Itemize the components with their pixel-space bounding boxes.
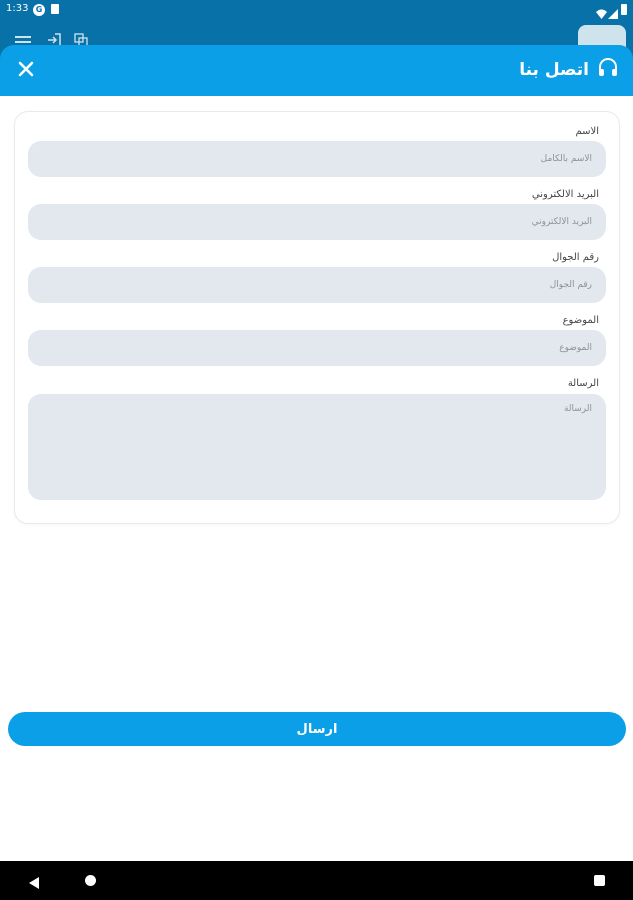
- status-time: 1:33: [6, 3, 29, 14]
- name-label: الاسم: [575, 126, 599, 137]
- email-input[interactable]: [28, 204, 606, 240]
- phone-label: رقم الجوال: [552, 252, 599, 263]
- message-textarea[interactable]: [28, 394, 606, 500]
- contact-form: [14, 111, 620, 524]
- sd-card-icon: [51, 4, 59, 14]
- close-button[interactable]: [14, 57, 38, 81]
- sheet-header: [0, 45, 633, 96]
- name-input[interactable]: [28, 141, 606, 177]
- subject-label: الموضوع: [562, 315, 599, 326]
- recent-apps-icon[interactable]: [594, 875, 605, 886]
- battery-icon: [621, 4, 627, 15]
- headset-icon: [597, 57, 619, 83]
- close-icon: [14, 57, 38, 81]
- sheet-title-group: [519, 57, 619, 83]
- submit-button[interactable]: ارسال: [8, 712, 626, 746]
- message-label: الرسالة: [567, 378, 599, 389]
- navigation-bar: [0, 861, 633, 900]
- sheet-title: اتصل بنا: [519, 60, 589, 80]
- phone-input[interactable]: [28, 267, 606, 303]
- email-label: البريد الالكتروني: [531, 189, 599, 200]
- back-icon[interactable]: [29, 874, 41, 893]
- status-bar: [0, 0, 633, 19]
- home-icon[interactable]: [85, 875, 96, 886]
- subject-input[interactable]: [28, 330, 606, 366]
- g-icon: G: [33, 4, 45, 16]
